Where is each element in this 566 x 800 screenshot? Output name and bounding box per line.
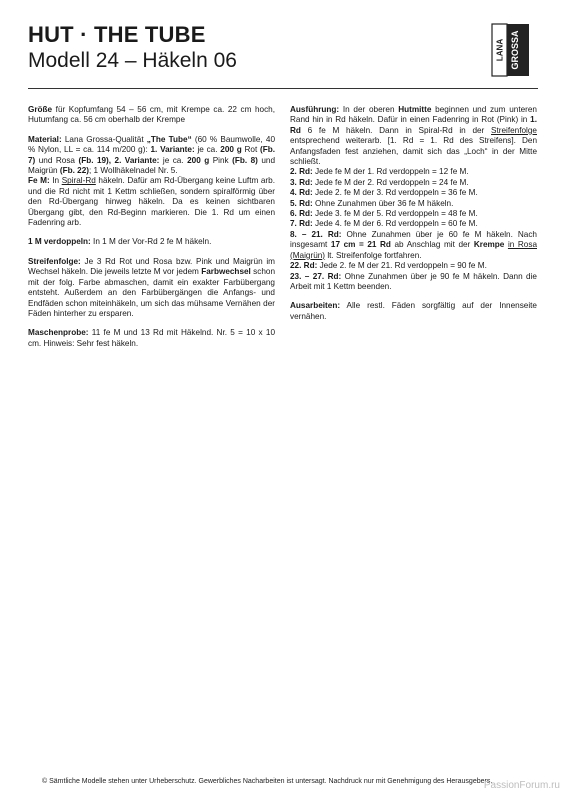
svg-text:LANA: LANA xyxy=(495,38,505,62)
round-row: 2. Rd: Jede fe M der 1. Rd verdoppeln = 12 fe M. xyxy=(290,167,469,177)
fem-paragraph: Fe M: In Spiral-Rd häkeln. Dafür am Rd-Übergang keine Luftm arb. und die Rd nicht mit 1 Kettm schließen, sondern spiralförmig über den Rd-Übergang hinweg häkeln. Da es keinen sichtbaren Übergang gibt, den Rd-Beginn markieren. Die 1. Rd um einen Fadenring arb. xyxy=(28,176,275,228)
stripe-sequence-paragraph: Streifenfolge: Je 3 Rd Rot und Rosa bzw. Pink und Maigrün im Wechsel häkeln. Die jeweils letzte M vor jedem Farbwechsel schon mit der folg. Farbe abmaschen, damit ein exakter Farbübergang entsteht. Außerdem an den Farbübergängen die Anfangs- und Endfäden schon miteinhäkeln, um sich das mühsame Vernähen der Fäden hinterher zu ersparen. xyxy=(28,256,276,318)
gauge-paragraph: Maschenprobe: 11 fe M und 13 Rd mit Häkelnd. Nr. 5 = 10 x 10 cm. Hinweis: Sehr fest häkeln. xyxy=(28,328,275,348)
header-divider xyxy=(28,88,538,89)
copyright-footer: © Sämtliche Modelle stehen unter Urheberschutz. Gewerbliches Nacharbeiten ist untersagt. Nachdruck nur mit Genehmigung des Herausgebers. xyxy=(42,778,493,785)
instructions-paragraph: Ausführung: In der oberen Hutmitte beginnen und zum unteren Rand hin in Rd häkeln. Dafür in einen Fadenring in Rot (Pink) in 1. Rd 6 fe M häkeln. Dann in Spiral-Rd in der Streifenfolge entsprechend weiterarb. [1. Rd = 1. Rd des Streifens]. Den Anfangsfaden fest anziehen, damit sich das „Loch“ in der Mitte schließt. xyxy=(290,105,537,167)
round-row: 5. Rd: Ohne Zunahmen über 36 fe M häkeln. xyxy=(290,198,454,208)
round-row: 6. Rd: Jede 3. fe M der 5. Rd verdoppeln = 48 fe M. xyxy=(290,209,478,219)
size-paragraph: Größe für Kopfumfang 54 – 56 cm, mit Krempe ca. 22 cm hoch, Hutumfang ca. 56 cm oberhalb der Krempe xyxy=(28,105,275,125)
material-paragraph: Material: Lana Grossa-Qualität „The Tube“ (60 % Baumwolle, 40 % Nylon, LL = ca. 114 m/200 g): 1. Variante: je ca. 200 g Rot (Fb. 7) und Rosa (Fb. 19), 2. Variante: je ca. 200 g Pink (Fb. 8) und Maigrün (Fb. 22); 1 Wollhäkelnadel Nr. 5. xyxy=(28,134,276,176)
round-22-row: 22. Rd: Jede 2. fe M der 21. Rd verdoppeln = 90 fe M. xyxy=(290,261,487,271)
page-title: HUT · THE TUBE xyxy=(28,22,206,47)
double-stitch-paragraph: 1 M verdoppeln: In 1 M der Vor-Rd 2 fe M häkeln. xyxy=(28,237,212,247)
round-row: 7. Rd: Jede 4. fe M der 6. Rd verdoppeln = 60 fe M. xyxy=(290,219,478,229)
round-row: 3. Rd: Jede fe M der 2. Rd verdoppeln = 24 fe M. xyxy=(290,177,469,187)
round-23-27-paragraph: 23. – 27. Rd: Ohne Zunahmen über je 90 fe M häkeln. Dann die Arbeit mit 1 Kettm beenden. xyxy=(290,271,537,291)
round-8-21-paragraph: 8. – 21. Rd: Ohne Zunahmen über je 60 fe M häkeln. Nach insgesamt 17 cm = 21 Rd ab Anschlag mit der Krempe in Rosa (Maigrün) lt. Streifenfolge fortfahren. xyxy=(290,229,537,260)
page-subtitle: Modell 24 – Häkeln 06 xyxy=(28,49,237,72)
left-column xyxy=(28,105,275,358)
watermark: PassionForum.ru xyxy=(483,780,560,791)
right-column xyxy=(290,105,537,331)
lana-grossa-logo xyxy=(486,22,534,78)
svg-text:GROSSA: GROSSA xyxy=(510,30,520,70)
finishing-paragraph: Ausarbeiten: Alle restl. Fäden sorgfältig auf der Innenseite vernähen. xyxy=(290,301,537,321)
round-row: 4. Rd: Jede 2. fe M der 3. Rd verdoppeln = 36 fe M. xyxy=(290,188,478,198)
